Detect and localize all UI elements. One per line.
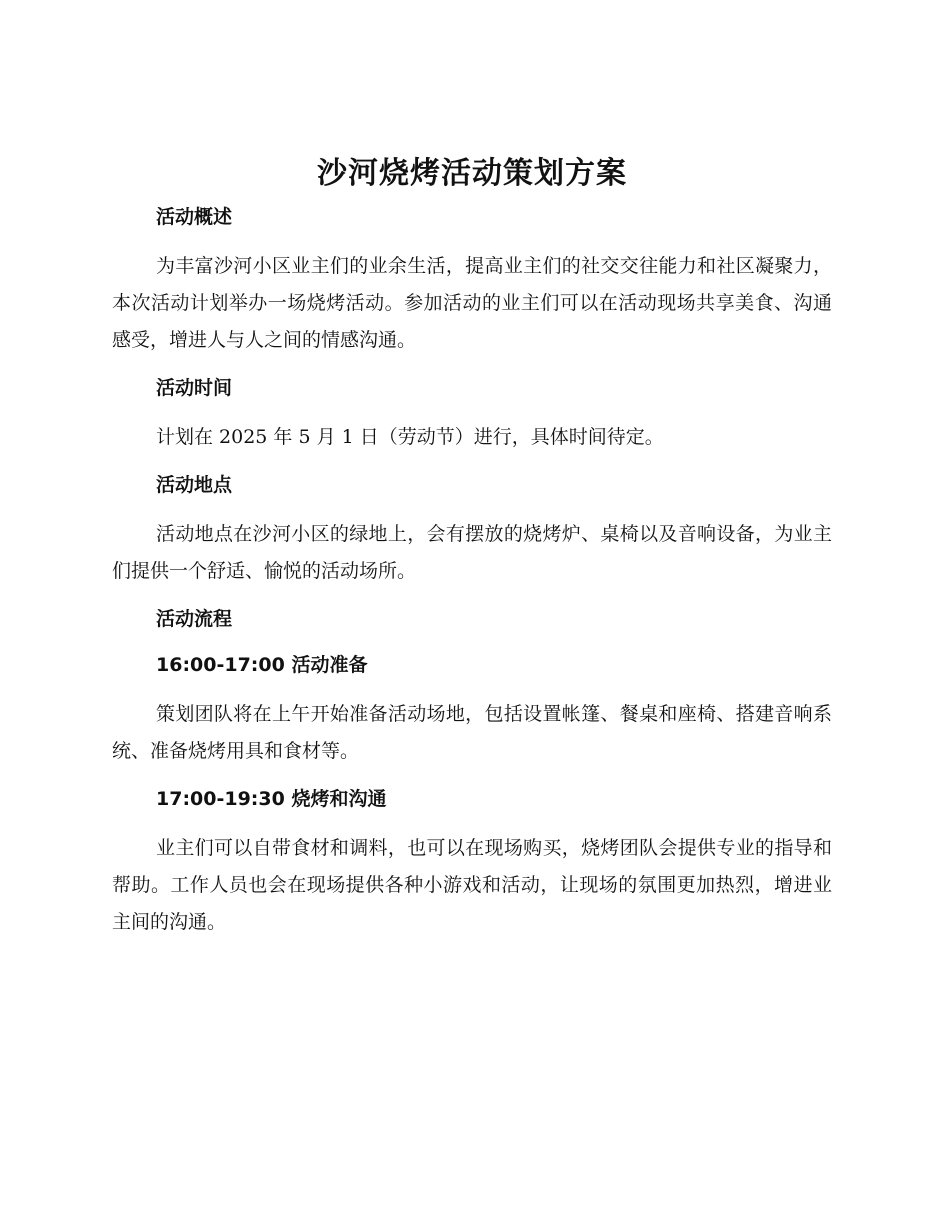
section-paragraph-time: 计划在 2025 年 5 月 1 日（劳动节）进行，具体时间待定。 xyxy=(156,426,664,448)
section-paragraph-overview: 为丰富沙河小区业主们的业余生活，提高业主们的社交交往能力和社区凝聚力，本次活动计划举办一场烧烤活动。参加活动的业主们可以在活动现场共享美食、沟通感受，增进人与人之间的情感沟通。 xyxy=(112,255,832,351)
section-heading-time: 活动时间 xyxy=(156,377,233,399)
document-title: 沙河烧烤活动策划方案 xyxy=(317,156,627,191)
section-paragraph-bbq: 业主们可以自带食材和调料，也可以在现场购买，烧烤团队会提供专业的指导和帮助。工作人员也会在现场提供各种小游戏和活动，让现场的氛围更加热烈，增进业主间的沟通。 xyxy=(112,837,832,933)
section-heading-process: 活动流程 xyxy=(156,608,233,630)
section-heading-bbq: 17:00-19:30 烧烤和沟通 xyxy=(156,788,387,810)
section-heading-overview: 活动概述 xyxy=(156,206,233,228)
section-heading-preparation: 16:00-17:00 活动准备 xyxy=(156,654,368,676)
document-page xyxy=(112,150,832,955)
section-heading-location: 活动地点 xyxy=(156,474,233,496)
section-paragraph-location: 活动地点在沙河小区的绿地上，会有摆放的烧烤炉、桌椅以及音响设备，为业主们提供一个舒适、愉悦的活动场所。 xyxy=(112,523,832,582)
section-paragraph-preparation: 策划团队将在上午开始准备活动场地，包括设置帐篷、餐桌和座椅、搭建音响系统、准备烧烤用具和食材等。 xyxy=(112,703,832,762)
